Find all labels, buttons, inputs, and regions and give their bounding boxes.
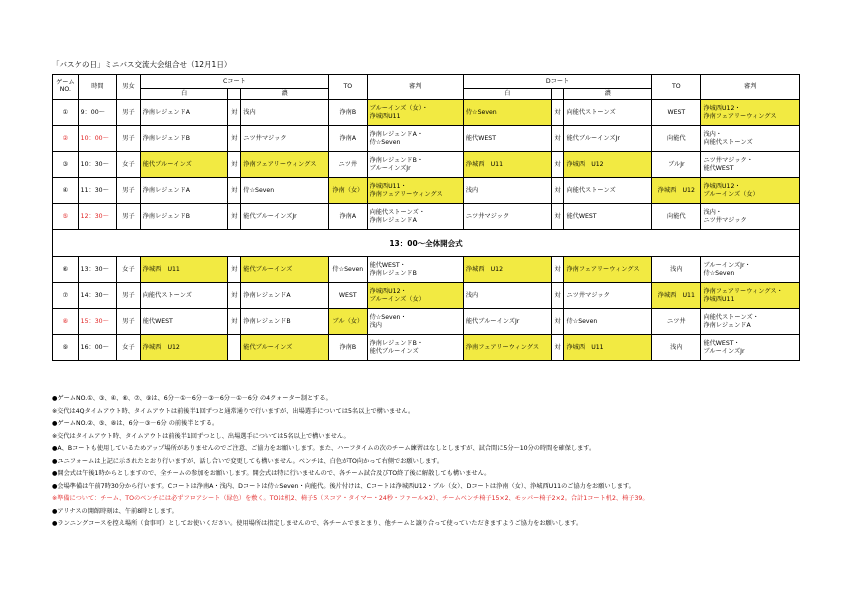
note-line: ※交代は4Qタイムアウト時、タイムアウトは前後半1回ずつと通常通りで行いますが、出場選手については5名以上で構いません。 (52, 407, 415, 415)
game-time: 10：30～ (78, 152, 117, 178)
game-gender: 男子 (117, 204, 141, 230)
header-c-white: 白 (140, 89, 228, 100)
game-row (53, 100, 800, 126)
d-court-to: 浅内 (652, 257, 701, 283)
note-line: ●ランニングコースを控え場所（食事可）としてお使いください。使用場所は指定しませんので、各チームでまとまり、他チームと譲り合って使っていただきますようご協力をお願いします。 (52, 520, 583, 527)
d-court-white-team: 侍☆Seven (463, 100, 551, 126)
header-d-referee: 審判 (701, 75, 800, 100)
d-court-vs: 対 (551, 283, 564, 309)
note-line: ※準備について：チーム、TOのベンチには必ずフロアシート（緑色）を敷く。TOは机2、椅子5（スコア・タイマー・24秒・ファール×2）、チームベンチ椅子15×2、モッパー椅子2×2。合計1コート机2、椅子39。 (52, 495, 649, 502)
c-court-vs: 対 (228, 100, 241, 126)
d-court-white-team: 浅内 (463, 283, 551, 309)
c-court-vs (228, 335, 241, 361)
d-court-referee: 浄城西U12・ ブルーインズ（女） (701, 178, 800, 204)
note-line: ●開会式は午後1時からとしますので、全チームの参加をお願いします。開会式は特に行いませんので、各チーム試合及びTO終了後に解散しても構いません。 (52, 470, 491, 477)
d-court-white-team: 能代ブルーインズJr (463, 309, 551, 335)
c-court-vs: 対 (228, 309, 241, 335)
d-court-white-team: 浄城西 U12 (463, 257, 551, 283)
c-court-vs: 対 (228, 152, 241, 178)
game-time: 16：00～ (78, 335, 117, 361)
d-court-to: 浄城西 U11 (652, 283, 701, 309)
d-court-vs: 対 (551, 126, 564, 152)
notes (52, 393, 812, 531)
game-time: 14：30～ (78, 283, 117, 309)
d-court-to: WEST (652, 100, 701, 126)
game-number: ① (53, 100, 79, 126)
header-d-white: 白 (463, 89, 551, 100)
header-gender: 男女 (117, 75, 141, 100)
c-court-white-team: 浄南レジェンドA (140, 100, 228, 126)
d-court-white-team: 能代WEST (463, 126, 551, 152)
c-court-dark-team: 能代ブルーインズ (241, 335, 329, 361)
d-court-referee: 能代WEST・ ブルーインズJr (701, 335, 800, 361)
d-court-referee: ニツ井マジック・ 能代WEST (701, 152, 800, 178)
c-court-referee: 浄城西U12・ ブルーインズ（女） (367, 283, 463, 309)
d-court-dark-team: 能代ブルーインズJr (564, 126, 652, 152)
header-d-to: TO (652, 75, 701, 100)
c-court-to: ニツ井 (329, 152, 368, 178)
d-court-to: 浅内 (652, 335, 701, 361)
game-gender: 女子 (117, 335, 141, 361)
note-line: ●A、Bコートも使用しているためアップ場所がありませんのでご注意、ご協力をお願いします。また、ハーフタイムの次のチーム練習はなしとしますが、試合間に5分～10分の時間を確保します。 (52, 445, 596, 452)
note-line: ●ユニフォームは上記に示されたとおり行いますが、話し合いで変更しても構いません。ベンチは、白色がTO向かって右側でお願いします。 (52, 457, 444, 465)
d-court-white-team: 浄南フェアリーウィングス (463, 335, 551, 361)
c-court-referee: 浄城西U11・ 浄南フェアリーウィングス (367, 178, 463, 204)
c-court-white-team: 浄南レジェンドB (140, 204, 228, 230)
game-row (53, 309, 800, 335)
c-court-dark-team: 浄南レジェンドA (241, 283, 329, 309)
d-court-vs: 対 (551, 100, 564, 126)
c-court-referee: 浄南レジェンドB・ 能代ブルーインズ (367, 335, 463, 361)
opening-ceremony: 13：00～全体開会式 (53, 230, 800, 257)
c-court-white-team: 向能代ストーンズ (140, 283, 228, 309)
game-gender: 女子 (117, 257, 141, 283)
d-court-referee: 向能代ストーンズ・ 浄南レジェンドA (701, 309, 800, 335)
game-row (53, 257, 800, 283)
d-court-referee: 浄城西U12・ 浄南フェアリーウィングス (701, 100, 800, 126)
c-court-referee: 浄南レジェンドA・ 侍☆Seven (367, 126, 463, 152)
d-court-referee: ブルーインズJr・ 侍☆Seven (701, 257, 800, 283)
d-court-dark-team: 浄南フェアリーウィングス (564, 257, 652, 283)
game-time: 13：30～ (78, 257, 117, 283)
d-court-to: 向能代 (652, 126, 701, 152)
game-number: ⑥ (53, 257, 79, 283)
c-court-to: 浄南（女） (329, 178, 368, 204)
game-gender: 女子 (117, 152, 141, 178)
game-row (53, 152, 800, 178)
game-time: 11：30～ (78, 178, 117, 204)
c-court-vs: 対 (228, 204, 241, 230)
game-gender: 男子 (117, 309, 141, 335)
c-court-to: 浄南B (329, 100, 368, 126)
header-court-d: Dコート (463, 75, 651, 89)
d-court-vs: 対 (551, 335, 564, 361)
game-row (53, 178, 800, 204)
d-court-vs: 対 (551, 152, 564, 178)
game-time: 9：00～ (78, 100, 117, 126)
game-time: 12：30～ (78, 204, 117, 230)
c-court-vs: 対 (228, 178, 241, 204)
d-court-referee: 浅内・ 向能代ストーンズ (701, 126, 800, 152)
c-court-white-team: 能代WEST (140, 309, 228, 335)
d-court-to: 向能代 (652, 204, 701, 230)
c-court-to: 浄南A (329, 126, 368, 152)
game-time: 10：00～ (78, 126, 117, 152)
game-number: ② (53, 126, 79, 152)
note-line: ※交代はタイムアウト時、タイムアウトは前後半1回ずつとし、出場選手については5名以上で構いません。 (52, 432, 350, 440)
c-court-referee: 浄南レジェンドB・ ブルーインズJr (367, 152, 463, 178)
header-court-c: Cコート (140, 75, 328, 89)
c-court-vs: 対 (228, 257, 241, 283)
d-court-dark-team: ニツ井マジック (564, 283, 652, 309)
game-row (53, 283, 800, 309)
header-game-no: ゲーム NO. (53, 75, 79, 100)
note-line: ●会場準備は午前7時30分から行います。Cコートは浄南A・浅内、Dコートは侍☆Seven・向能代。後片付けは、Cコートは浄城西U12・ブル（女）、Dコートは浄南（女）、浄城西U11のご協力をお願いします。 (52, 482, 635, 490)
c-court-to: 浄南A (329, 204, 368, 230)
game-gender: 男子 (117, 283, 141, 309)
game-gender: 男子 (117, 126, 141, 152)
c-court-dark-team: ニツ井マジック (241, 126, 329, 152)
header-time: 時間 (78, 75, 117, 100)
d-court-dark-team: 向能代ストーンズ (564, 100, 652, 126)
d-court-vs: 対 (551, 309, 564, 335)
game-gender: 男子 (117, 178, 141, 204)
c-court-dark-team: 侍☆Seven (241, 178, 329, 204)
note-line: ●ゲームNO.②、⑤、⑧は、6分－③－6分 の前後半とする。 (52, 420, 219, 427)
d-court-referee: 浄南フェアリーウィングス・ 浄城西U11 (701, 283, 800, 309)
c-court-white-team: 浄南レジェンドB (140, 126, 228, 152)
d-court-dark-team: 侍☆Seven (564, 309, 652, 335)
game-time: 15：30～ (78, 309, 117, 335)
page-title: 「バスケの日」ミニバス交流大会組合せ（12月1日） (52, 60, 232, 69)
c-court-white-team: 浄城西 U12 (140, 335, 228, 361)
d-court-vs: 対 (551, 257, 564, 283)
game-row (53, 204, 800, 230)
c-court-vs: 対 (228, 126, 241, 152)
c-court-referee: 能代WEST・ 浄南レジェンドB (367, 257, 463, 283)
d-court-vs: 対 (551, 178, 564, 204)
c-court-dark-team: 浄南フェアリーウィングス (241, 152, 329, 178)
game-number: ⑨ (53, 335, 79, 361)
game-number: ⑤ (53, 204, 79, 230)
schedule-table (52, 74, 800, 361)
c-court-to: WEST (329, 283, 368, 309)
header-d-vs (551, 89, 564, 100)
c-court-dark-team: 能代ブルーインズJr (241, 204, 329, 230)
header-c-vs (228, 89, 241, 100)
c-court-to: 浄南B (329, 335, 368, 361)
header-c-dark: 濃 (241, 89, 329, 100)
c-court-to: 侍☆Seven (329, 257, 368, 283)
c-court-referee: ブルーインズ（女）・ 浄城西U11 (367, 100, 463, 126)
d-court-referee: 浅内・ ニツ井マジック (701, 204, 800, 230)
d-court-white-team: 浅内 (463, 178, 551, 204)
c-court-white-team: 浄城西 U11 (140, 257, 228, 283)
c-court-referee: 向能代ストーンズ・ 浄南レジェンドA (367, 204, 463, 230)
d-court-dark-team: 浄城西 U11 (564, 335, 652, 361)
d-court-dark-team: 能代WEST (564, 204, 652, 230)
c-court-white-team: 浄南レジェンドA (140, 178, 228, 204)
header-c-referee: 審判 (367, 75, 463, 100)
game-row (53, 335, 800, 361)
c-court-vs: 対 (228, 283, 241, 309)
header-d-dark: 濃 (564, 89, 652, 100)
d-court-to: 浄城西 U12 (652, 178, 701, 204)
d-court-vs: 対 (551, 204, 564, 230)
d-court-dark-team: 浄城西 U12 (564, 152, 652, 178)
c-court-dark-team: 浅内 (241, 100, 329, 126)
header-c-to: TO (329, 75, 368, 100)
d-court-white-team: 浄城西 U11 (463, 152, 551, 178)
d-court-white-team: ニツ井マジック (463, 204, 551, 230)
game-number: ⑦ (53, 283, 79, 309)
d-court-dark-team: 向能代ストーンズ (564, 178, 652, 204)
c-court-dark-team: 浄南レジェンドB (241, 309, 329, 335)
c-court-referee: 侍☆Seven・ 浅内 (367, 309, 463, 335)
game-number: ③ (53, 152, 79, 178)
d-court-to: ニツ井 (652, 309, 701, 335)
note-line: ●アリナスの開館時刻は、午前8時とします。 (52, 507, 178, 515)
d-court-to: ブルJr (652, 152, 701, 178)
game-gender: 男子 (117, 100, 141, 126)
game-number: ④ (53, 178, 79, 204)
c-court-to: ブル（女） (329, 309, 368, 335)
game-row (53, 126, 800, 152)
c-court-dark-team: 能代ブルーインズ (241, 257, 329, 283)
c-court-white-team: 能代ブルーインズ (140, 152, 228, 178)
game-number: ⑧ (53, 309, 79, 335)
note-line: ●ゲームNO.①、③、④、⑥、⑦、⑨は、6分－①－6分－③－6分－①－6分 の4クォーター制とする。 (52, 395, 332, 402)
